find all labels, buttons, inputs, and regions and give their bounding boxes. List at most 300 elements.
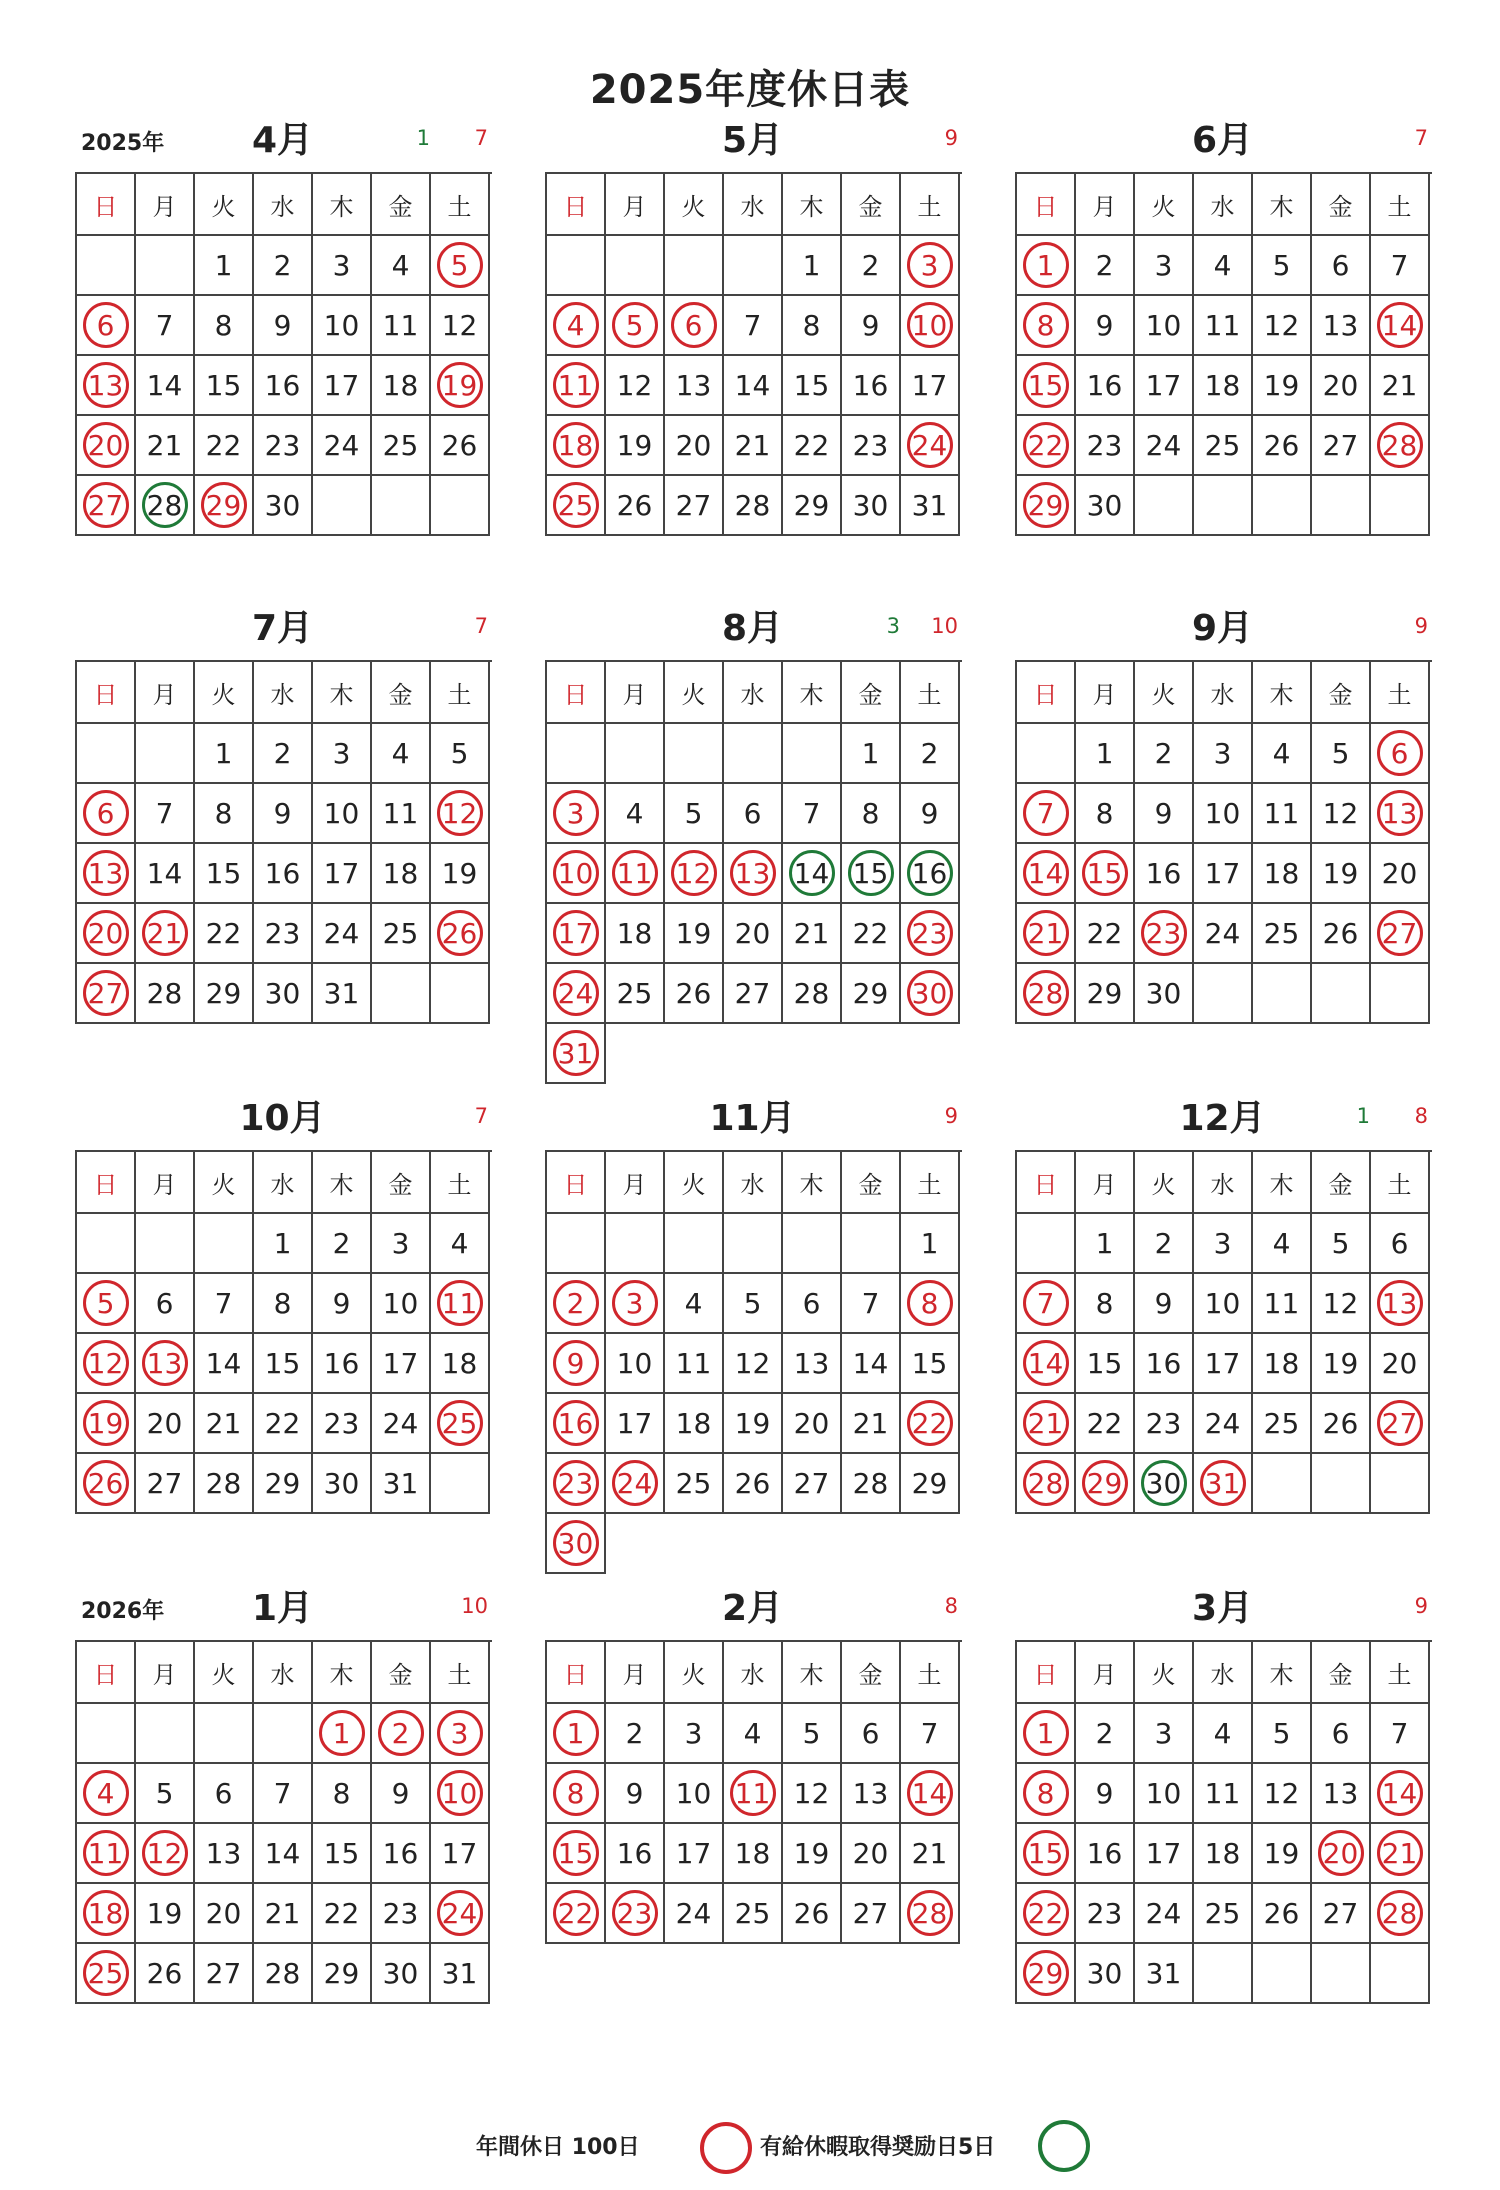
weekday-header: 木 [313,1642,372,1704]
day-cell: 7 [195,1274,254,1334]
day-cell [547,1514,606,1574]
day-cell: 21 [195,1394,254,1454]
day-cell: 26 [1312,904,1371,964]
holiday-marker: 11 [612,850,658,896]
holiday-marker: 16 [553,1400,599,1446]
day-cell: 22 [783,416,842,476]
day-cell: 28 [724,476,783,536]
empty-cell [665,236,724,296]
day-cell: 22 [1076,904,1135,964]
day-cell [901,844,960,904]
day-cell [372,1704,431,1764]
day-cell: 19 [724,1394,783,1454]
day-cell [1017,904,1076,964]
paid-leave-marker: 14 [789,850,835,896]
weekday-header: 火 [195,662,254,724]
day-cell: 3 [313,724,372,784]
day-cell: 26 [606,476,665,536]
empty-cell [901,1514,960,1574]
day-cell [77,1764,136,1824]
calendar-grid [75,1640,492,2004]
day-cell: 27 [842,1884,901,1944]
day-cell [431,1394,490,1454]
day-cell: 13 [1312,1764,1371,1824]
day-cell: 27 [195,1944,254,2004]
red-count: 10 [461,1594,488,1618]
month-calendar [1015,600,1430,1024]
day-cell: 3 [1194,1214,1253,1274]
weekday-header: 木 [783,662,842,724]
holiday-marker: 15 [553,1830,599,1876]
empty-cell [842,1214,901,1274]
day-cell: 6 [1312,1704,1371,1764]
month-label: 4月 [251,120,314,161]
holiday-marker: 4 [553,302,599,348]
holiday-marker: 18 [553,422,599,468]
month-header [545,1580,960,1640]
weekday-header: 木 [1253,174,1312,236]
day-cell: 29 [783,476,842,536]
holiday-marker: 23 [907,910,953,956]
day-cell [431,1884,490,1944]
month-header [1015,600,1430,660]
day-cell: 23 [1076,1884,1135,1944]
day-cell [136,476,195,536]
day-cell: 18 [1253,844,1312,904]
calendar-grid [1015,1640,1432,2004]
holiday-marker: 20 [83,910,129,956]
day-cell: 19 [1312,1334,1371,1394]
day-cell [665,296,724,356]
holiday-marker: 1 [553,1710,599,1756]
day-cell: 21 [136,416,195,476]
holiday-marker: 3 [553,790,599,836]
holiday-marker: 8 [1023,1770,1069,1816]
weekday-header: 水 [1194,662,1253,724]
weekday-header: 日 [1017,174,1076,236]
day-cell: 31 [431,1944,490,2004]
holiday-marker: 22 [907,1400,953,1446]
day-cell [547,964,606,1024]
month-label: 9月 [1191,608,1254,649]
month-label: 6月 [1191,120,1254,161]
day-cell: 6 [1312,236,1371,296]
month-calendar [545,1580,960,1944]
day-cell: 5 [1253,1704,1312,1764]
day-cell [1017,356,1076,416]
day-cell: 19 [606,416,665,476]
day-cell: 30 [1076,476,1135,536]
day-cell: 17 [1135,356,1194,416]
day-cell: 27 [724,964,783,1024]
month-label: 11月 [709,1098,796,1139]
holiday-marker: 27 [83,970,129,1016]
month-header [75,1090,490,1150]
green-circle-legend-icon [1038,2120,1090,2172]
holiday-marker: 3 [437,1710,483,1756]
weekday-header: 火 [665,1152,724,1214]
calendar-grid [1015,172,1432,536]
weekday-header: 水 [254,1642,313,1704]
day-cell: 8 [195,784,254,844]
empty-cell [77,1704,136,1764]
day-cell [1017,296,1076,356]
day-cell: 7 [724,296,783,356]
empty-cell [254,1704,313,1764]
month-header [1015,112,1430,172]
holiday-marker: 8 [1023,302,1069,348]
day-cell: 27 [665,476,724,536]
calendar-grid [75,660,492,1024]
day-cell: 28 [195,1454,254,1514]
day-cell: 7 [1371,1704,1430,1764]
holiday-marker: 24 [907,422,953,468]
holiday-marker: 19 [83,1400,129,1446]
month-calendar [545,600,960,1084]
day-cell [547,356,606,416]
empty-cell [724,1024,783,1084]
day-cell: 6 [842,1704,901,1764]
day-cell [842,844,901,904]
day-cell: 16 [1135,1334,1194,1394]
day-cell: 15 [195,356,254,416]
day-cell: 23 [313,1394,372,1454]
red-count: 10 [931,614,958,638]
day-cell: 14 [724,356,783,416]
holiday-marker: 28 [1377,1890,1423,1936]
day-cell: 16 [606,1824,665,1884]
day-cell: 4 [372,236,431,296]
month-calendar [75,112,490,536]
weekday-header: 水 [254,174,313,236]
calendar-grid [1015,660,1432,1024]
day-cell: 23 [254,416,313,476]
holiday-marker: 29 [1023,482,1069,528]
day-cell: 18 [372,356,431,416]
day-cell [77,904,136,964]
day-cell: 30 [313,1454,372,1514]
weekday-header: 日 [77,1642,136,1704]
empty-cell [372,964,431,1024]
weekday-header: 木 [1253,1642,1312,1704]
holiday-marker: 8 [553,1770,599,1816]
holiday-marker: 24 [612,1460,658,1506]
day-cell: 3 [665,1704,724,1764]
day-cell [783,844,842,904]
holiday-marker: 9 [553,1340,599,1386]
empty-cell [195,1214,254,1274]
day-cell: 5 [665,784,724,844]
day-cell [901,964,960,1024]
day-cell: 2 [254,724,313,784]
day-cell [547,296,606,356]
day-cell [1017,1704,1076,1764]
day-cell: 5 [783,1704,842,1764]
red-count: 7 [474,614,488,638]
holiday-marker: 13 [142,1340,188,1386]
weekday-header: 金 [1312,174,1371,236]
holiday-marker: 12 [142,1830,188,1876]
day-cell: 1 [1076,724,1135,784]
holiday-marker: 12 [671,850,717,896]
empty-cell [606,1214,665,1274]
day-cell: 24 [665,1884,724,1944]
holiday-marker: 21 [1023,910,1069,956]
red-count: 9 [944,126,958,150]
day-cell [1371,1394,1430,1454]
weekday-header: 木 [313,1152,372,1214]
holiday-marker: 28 [907,1890,953,1936]
day-cell [901,1394,960,1454]
day-cell: 19 [783,1824,842,1884]
day-cell [1017,1824,1076,1884]
day-cell [547,1764,606,1824]
day-cell: 6 [783,1274,842,1334]
holiday-marker: 1 [319,1710,365,1756]
day-cell: 8 [783,296,842,356]
holiday-marker: 31 [553,1030,599,1076]
day-cell: 25 [1194,416,1253,476]
month-calendar [1015,1090,1430,1514]
month-label: 5月 [721,120,784,161]
day-cell: 28 [136,964,195,1024]
month-label: 2月 [721,1588,784,1629]
day-cell: 13 [1312,296,1371,356]
day-cell: 25 [1253,904,1312,964]
day-cell: 26 [431,416,490,476]
day-cell: 1 [901,1214,960,1274]
empty-cell [77,1214,136,1274]
empty-cell [606,236,665,296]
day-cell: 22 [1076,1394,1135,1454]
day-cell: 9 [1076,1764,1135,1824]
day-cell: 24 [1194,1394,1253,1454]
empty-cell [724,1514,783,1574]
calendar-grid [545,172,962,536]
day-cell: 17 [1135,1824,1194,1884]
day-cell: 7 [901,1704,960,1764]
weekday-header: 月 [606,1152,665,1214]
month-header [1015,1090,1430,1150]
day-cell [431,1274,490,1334]
day-cell: 28 [254,1944,313,2004]
day-cell: 17 [431,1824,490,1884]
day-cell [547,1024,606,1084]
holiday-marker: 25 [83,1950,129,1996]
day-cell: 2 [1135,724,1194,784]
day-cell: 5 [724,1274,783,1334]
holiday-marker: 22 [1023,1890,1069,1936]
day-cell: 26 [724,1454,783,1514]
day-cell: 30 [254,964,313,1024]
day-cell: 3 [1135,1704,1194,1764]
day-cell: 14 [842,1334,901,1394]
weekday-header: 火 [1135,1642,1194,1704]
weekday-header: 水 [254,1152,313,1214]
month-label: 8月 [721,608,784,649]
weekday-header: 土 [901,174,960,236]
day-cell [77,1274,136,1334]
weekday-header: 土 [901,1152,960,1214]
holiday-marker: 21 [1023,1400,1069,1446]
day-cell: 15 [783,356,842,416]
day-cell: 27 [1312,1884,1371,1944]
empty-cell [1017,724,1076,784]
month-calendar [1015,1580,1430,2004]
holiday-marker: 14 [907,1770,953,1816]
empty-cell [901,1024,960,1084]
day-cell: 2 [1076,236,1135,296]
day-cell: 25 [1194,1884,1253,1944]
holiday-marker: 18 [83,1890,129,1936]
holiday-marker: 14 [1023,1340,1069,1386]
holiday-marker: 27 [83,482,129,528]
day-cell: 17 [606,1394,665,1454]
day-cell: 23 [842,416,901,476]
empty-cell [842,1514,901,1574]
day-cell: 13 [665,356,724,416]
day-cell [547,1394,606,1454]
day-cell: 1 [1076,1214,1135,1274]
day-cell [1017,236,1076,296]
empty-cell [1135,476,1194,536]
day-cell: 21 [254,1884,313,1944]
day-cell [1076,1454,1135,1514]
holiday-marker: 25 [553,482,599,528]
day-cell: 16 [1076,1824,1135,1884]
month-label: 1月 [251,1588,314,1629]
day-cell: 29 [901,1454,960,1514]
day-cell: 2 [254,236,313,296]
day-cell: 8 [842,784,901,844]
day-cell: 31 [1135,1944,1194,2004]
day-cell [1371,724,1430,784]
weekday-header: 火 [665,662,724,724]
day-cell: 25 [665,1454,724,1514]
holiday-marker: 4 [83,1770,129,1816]
weekday-header: 土 [901,662,960,724]
day-cell: 17 [1194,1334,1253,1394]
day-cell: 10 [1135,1764,1194,1824]
empty-cell [665,724,724,784]
day-cell: 30 [372,1944,431,2004]
day-cell [77,1394,136,1454]
day-cell: 18 [724,1824,783,1884]
weekday-header: 水 [724,662,783,724]
holiday-marker: 20 [83,422,129,468]
holiday-marker: 22 [1023,422,1069,468]
day-cell: 15 [195,844,254,904]
month-calendar [545,1090,960,1574]
day-cell: 19 [1312,844,1371,904]
day-cell [606,1274,665,1334]
holiday-marker: 11 [437,1280,483,1326]
day-cell: 4 [1253,1214,1312,1274]
day-cell [1312,1824,1371,1884]
month-header [545,112,960,172]
holiday-marker: 11 [553,362,599,408]
weekday-header: 日 [77,174,136,236]
day-cell: 26 [136,1944,195,2004]
weekday-header: 日 [547,1152,606,1214]
holiday-marker: 13 [730,850,776,896]
holiday-marker: 12 [83,1340,129,1386]
day-cell: 16 [372,1824,431,1884]
empty-cell [665,1214,724,1274]
month-calendar [545,112,960,536]
day-cell [1371,296,1430,356]
day-cell: 13 [195,1824,254,1884]
weekday-header: 月 [1076,1642,1135,1704]
day-cell [77,1944,136,2004]
day-cell: 20 [724,904,783,964]
weekday-header: 日 [1017,1642,1076,1704]
day-cell: 20 [136,1394,195,1454]
calendar-grid [545,1640,962,1944]
day-cell [1371,416,1430,476]
month-header [545,1090,960,1150]
red-count: 8 [1414,1104,1428,1128]
day-cell [547,904,606,964]
weekday-header: 土 [1371,1642,1430,1704]
day-cell: 27 [136,1454,195,1514]
day-cell: 21 [842,1394,901,1454]
day-cell [724,1764,783,1824]
year-label: 2026年 [81,1599,165,1624]
weekday-header: 火 [195,1152,254,1214]
day-cell [313,1704,372,1764]
weekday-header: 火 [195,1642,254,1704]
day-cell: 5 [1253,236,1312,296]
weekday-header: 日 [1017,1152,1076,1214]
empty-cell [1312,964,1371,1024]
month-label: 3月 [1191,1588,1254,1629]
day-cell: 26 [665,964,724,1024]
day-cell: 3 [313,236,372,296]
empty-cell [1371,1944,1430,2004]
holiday-marker: 29 [1023,1950,1069,1996]
day-cell: 16 [313,1334,372,1394]
empty-cell [1194,1944,1253,2004]
weekday-header: 日 [547,174,606,236]
day-cell: 20 [1371,1334,1430,1394]
weekday-header: 日 [1017,662,1076,724]
day-cell [547,1274,606,1334]
day-cell: 18 [1194,356,1253,416]
month-header [545,600,960,660]
day-cell [1017,1764,1076,1824]
weekday-header: 月 [136,1642,195,1704]
red-count: 9 [944,1104,958,1128]
empty-cell [606,1514,665,1574]
red-count: 7 [1414,126,1428,150]
day-cell: 11 [372,296,431,356]
day-cell: 26 [1253,416,1312,476]
day-cell [901,1884,960,1944]
day-cell: 7 [136,784,195,844]
weekday-header: 火 [1135,662,1194,724]
holiday-marker: 13 [1377,790,1423,836]
day-cell [1371,1824,1430,1884]
holiday-marker: 26 [437,910,483,956]
day-cell: 10 [372,1274,431,1334]
calendar-grid [545,1150,962,1574]
day-cell: 8 [1076,784,1135,844]
day-cell: 25 [1253,1394,1312,1454]
day-cell: 5 [136,1764,195,1824]
empty-cell [431,1454,490,1514]
day-cell: 14 [136,356,195,416]
